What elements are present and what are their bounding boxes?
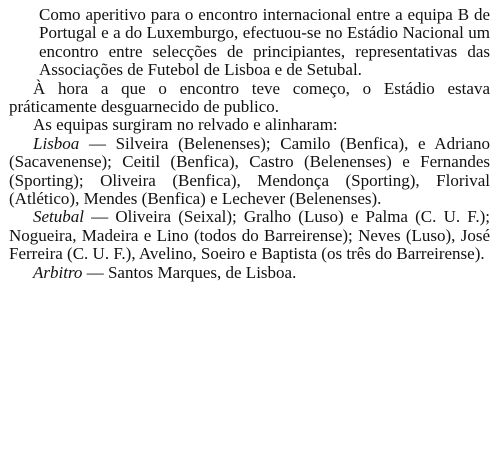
intro-paragraph (9, 6, 490, 80)
lisboa-lineup-paragraph (9, 135, 490, 209)
lineup-intro-paragraph (9, 116, 490, 134)
setubal-label: Setubal (33, 207, 84, 227)
start-paragraph (9, 80, 490, 117)
lisboa-lineup-text: — Silveira (Belenenses); Camilo (Benfica), e Adriano (Sacavenense); Ceitil (Benfica), Castro (Belenenses) e Fernandes (Sporting); Oliveira (Benfica), Mendonça (Sporting), Florival (Atlético), Mendes (Benfica) e Lechever (Belenenses). (9, 133, 490, 209)
referee-paragraph (9, 264, 490, 282)
start-text: À hora a que o encontro teve começo, o Estádio estava práticamente desguarnecido de publico. (9, 78, 490, 117)
lineup-intro-text: As equipas surgiram no relvado e alinharam: (33, 115, 338, 135)
intro-text: Como aperitivo para o encontro internacional entre a equipa B de Portugal e a do Luxemburgo, efectuou-se no Estádio Nacional um encontro entre selecções de principiantes, representativas das Associações de Futebol de Lisboa e de Setubal. (39, 6, 490, 80)
referee-label: Arbitro (33, 262, 83, 282)
article-column (9, 6, 490, 474)
lisboa-label: Lisboa (33, 133, 80, 153)
setubal-lineup-text: — Oliveira (Seixal); Gralho (Luso) e Palma (C. U. F.); Nogueira, Madeira e Lino (todos do Barreirense); Neves (Luso), José Ferreira (C. U. F.), Avelino, Soeiro e Baptista (os três do Barreirense). (9, 207, 490, 264)
setubal-lineup-paragraph (9, 208, 490, 263)
referee-text: — Santos Marques, de Lisboa. (82, 262, 297, 282)
